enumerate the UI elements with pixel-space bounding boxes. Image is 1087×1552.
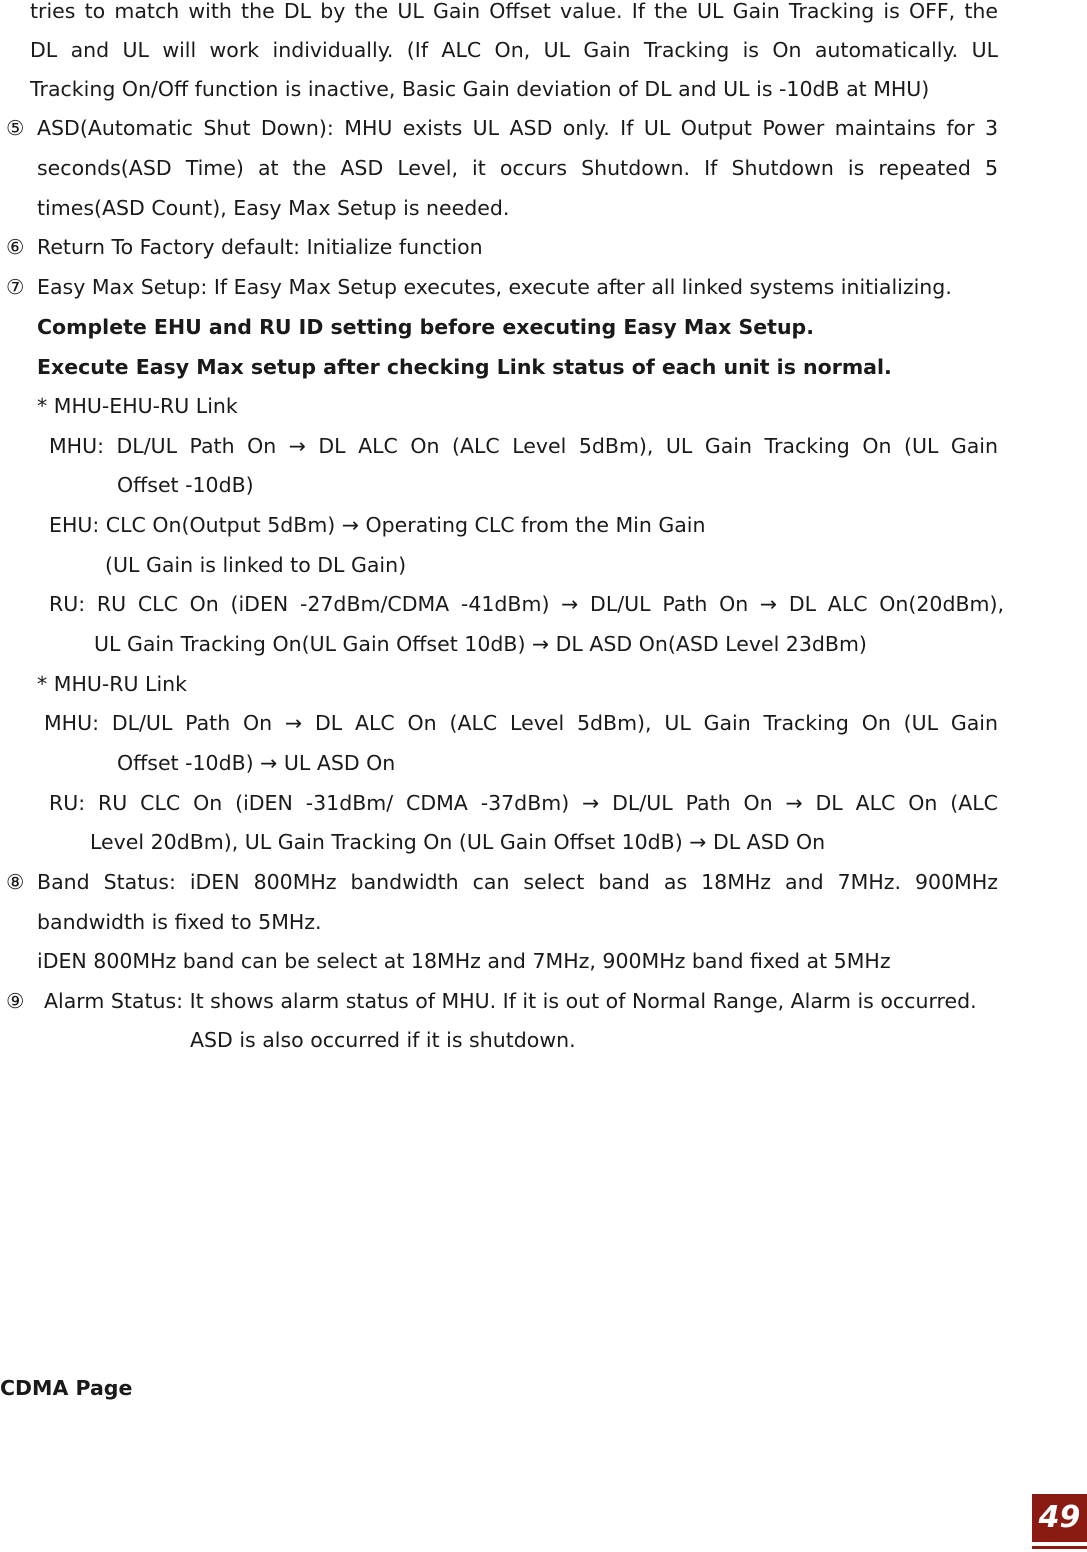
link1-ru-line-2: UL Gain Tracking On(UL Gain Offset 10dB) → DL ASD On(ASD Level 23dBm) [94,632,867,656]
link1-ehu-line-2: (UL Gain is linked to DL Gain) [105,553,407,577]
band-line-1: Band Status: iDEN 800MHz bandwidth can select band as 18MHz and 7MHz. 900MHz [37,870,998,894]
link2-ru-line-1: RU: RU CLC On (iDEN -31dBm/ CDMA -37dBm) → DL/UL Path On → DL ALC On (ALC [49,791,998,815]
easymax-bold-note-1: Complete EHU and RU ID setting before executing Easy Max Setup. [37,315,814,339]
link1-mhu-line-1: MHU: DL/UL Path On → DL ALC On (ALC Level 5dBm), UL Gain Tracking On (UL Gain [49,434,998,458]
link1-mhu-line-2: Offset -10dB) [117,473,254,497]
link1-ru-line-1: RU: RU CLC On (iDEN -27dBm/CDMA -41dBm) → DL/UL Path On → DL ALC On(20dBm), [49,592,1004,616]
link2-mhu-line-1: MHU: DL/UL Path On → DL ALC On (ALC Level 5dBm), UL Gain Tracking On (UL Gain [44,711,998,735]
item-number-6: ⑥ [6,235,25,259]
page-number-rule [1032,1546,1087,1549]
link1-ehu-line-1: EHU: CLC On(Output 5dBm) → Operating CLC from the Min Gain [49,513,706,537]
intro-line-1: tries to match with the DL by the UL Gain Offset value. If the UL Gain Tracking is OFF, the [30,0,998,23]
intro-line-2: DL and UL will work individually. (If ALC On, UL Gain Tracking is On automatically. UL [30,38,998,62]
link2-ru-line-2: Level 20dBm), UL Gain Tracking On (UL Gain Offset 10dB) → DL ASD On [90,830,826,854]
item-number-8: ⑧ [6,870,25,894]
link2-mhu-line-2: Offset -10dB) → UL ASD On [117,751,396,775]
link1-title: * MHU-EHU-RU Link [37,394,238,418]
easymax-line-1: Easy Max Setup: If Easy Max Setup executes, execute after all linked systems initializing. [37,275,952,299]
item-number-9: ⑨ [6,989,25,1013]
alarm-line-2: ASD is also occurred if it is shutdown. [190,1028,576,1052]
intro-line-3: Tracking On/Off function is inactive, Basic Gain deviation of DL and UL is -10dB at MHU) [30,77,930,101]
item-number-5: ⑤ [6,116,25,140]
asd-line-2: seconds(ASD Time) at the ASD Level, it occurs Shutdown. If Shutdown is repeated 5 [37,156,998,180]
asd-line-1: ASD(Automatic Shut Down): MHU exists UL ASD only. If UL Output Power maintains for 3 [37,116,998,140]
page-number: 49 [1032,1494,1087,1542]
item-number-7: ⑦ [6,275,25,299]
asd-line-3: times(ASD Count), Easy Max Setup is needed. [37,196,510,220]
band-line-3: iDEN 800MHz band can be select at 18MHz and 7MHz, 900MHz band fixed at 5MHz [37,949,891,973]
band-line-2: bandwidth is fixed to 5MHz. [37,910,322,934]
alarm-line-1: Alarm Status: It shows alarm status of MHU. If it is out of Normal Range, Alarm is occurred. [44,989,977,1013]
section-heading: CDMA Page [0,1376,133,1400]
factory-line-1: Return To Factory default: Initialize function [37,235,483,259]
link2-title: * MHU-RU Link [37,672,188,696]
easymax-bold-note-2: Execute Easy Max setup after checking Link status of each unit is normal. [37,355,892,379]
